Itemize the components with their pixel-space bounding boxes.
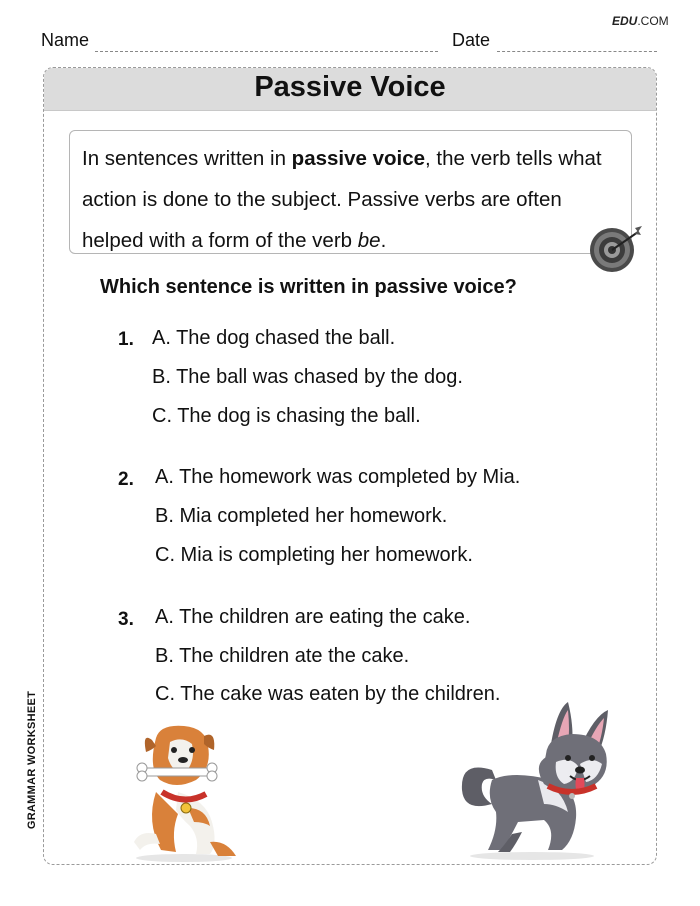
option-1c[interactable]: C. The dog is chasing the ball. [152,405,421,427]
option-3b[interactable]: B. The children ate the cake. [155,645,410,667]
edu-logo [612,14,669,28]
option-2b[interactable]: B. Mia completed her homework. [155,505,448,527]
option-2c[interactable]: C. Mia is completing her homework. [155,544,473,566]
name-line[interactable] [95,51,438,52]
intro-italic-term: be [357,229,381,252]
title-bar [44,68,656,111]
date-label: Date [452,30,491,50]
logo-suffix: .COM [637,14,669,28]
option-1a[interactable]: A. The dog chased the ball. [152,327,396,349]
option-3c[interactable]: C. The cake was eaten by the children. [155,683,501,705]
side-label: GRAMMAR WORKSHEET [26,690,38,830]
bulldog-illustration [126,722,244,864]
intro-part2: , the verb tells what action is done to the subject. Passive verbs are often helped with a form of the verb [82,147,602,252]
question-number-3: 3. [118,609,134,630]
question-prompt: Which sentence is written in passive voice? [100,276,517,298]
option-3a[interactable]: A. The children are eating the cake. [155,606,471,628]
name-label: Name [41,30,90,50]
intro-box [69,130,632,254]
date-line[interactable] [497,51,657,52]
intro-part3: . [380,229,387,252]
logo-brand: EDU [612,14,638,28]
target-icon [588,222,644,278]
page-title: Passive Voice [254,71,446,103]
intro-text [82,138,622,261]
intro-part1: In sentences written in [82,147,292,170]
question-number-1: 1. [118,329,134,350]
husky-illustration [452,700,612,862]
option-1b[interactable]: B. The ball was chased by the dog. [152,366,463,388]
intro-bold-term: passive voice [291,147,426,170]
option-2a[interactable]: A. The homework was completed by Mia. [155,466,521,488]
question-number-2: 2. [118,469,134,490]
